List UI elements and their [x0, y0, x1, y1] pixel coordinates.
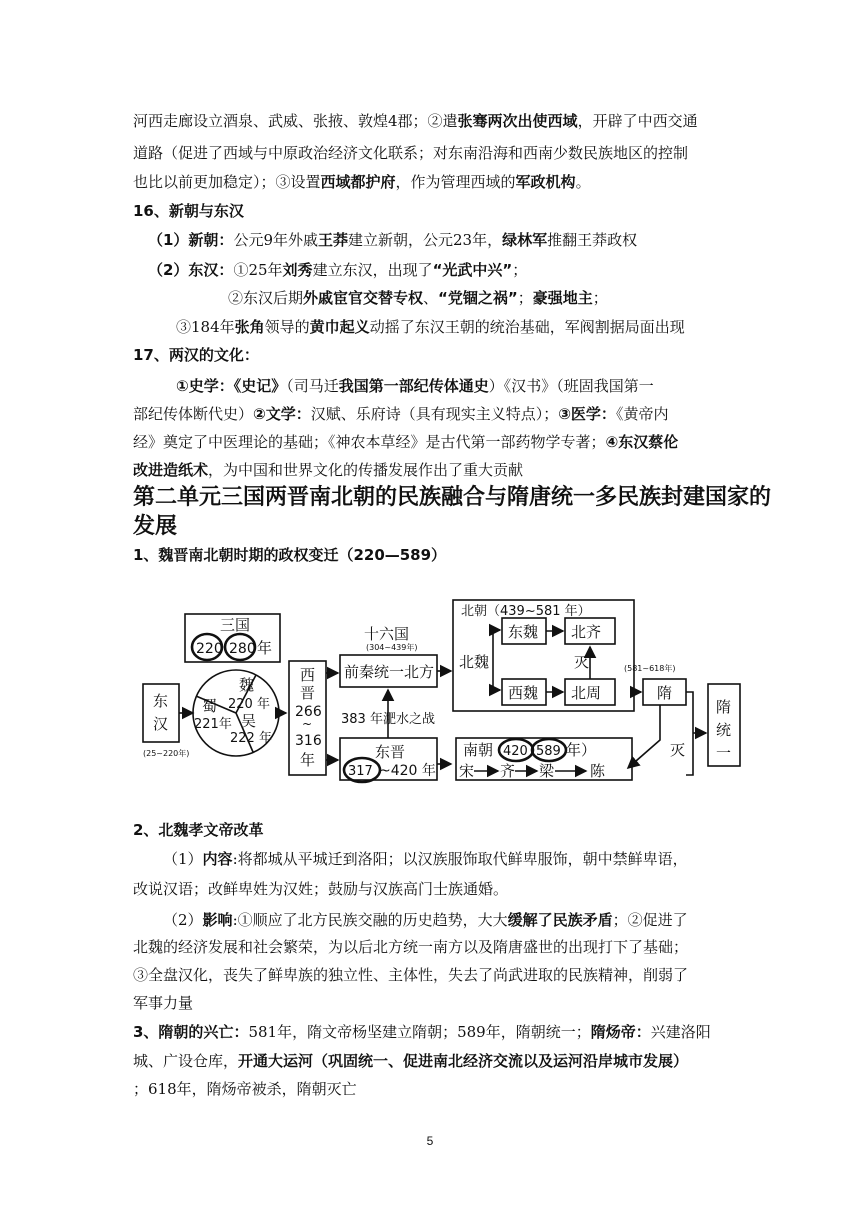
unit-2-title-cont: 发展	[133, 514, 178, 539]
mie-label-2: 灭	[670, 741, 686, 759]
s16-line-2: （2）东汉：①25年刘秀建立东汉，出现了“光武中兴”；	[148, 261, 528, 279]
beiqi-label: 北齐	[571, 623, 602, 641]
sui-years: (581~618年)	[624, 664, 676, 673]
suitongyi-char-3: 一	[716, 744, 732, 762]
mie-label-1: 灭	[574, 653, 590, 671]
sixteen-kingdoms-years: (304~439年)	[366, 643, 418, 652]
beiwei-label: 北魏	[459, 653, 490, 671]
s2-line-5: ③全盘汉化，丧失了鲜卑族的独立性、主体性，失去了尚武进取的民族精神，削弱了	[133, 966, 689, 984]
unit-2-title: 第二单元三国两晋南北朝的民族融合与隋唐统一多民族封建国家的	[133, 485, 772, 510]
s3-line-2: 城、广设仓库，开通大运河（巩固统一、促进南北经济交流以及运河沿岸城市发展）	[133, 1052, 689, 1070]
s15-line-3: 也比以前更加稳定）；③设置西域都护府，作为管理西域的军政机构。	[133, 173, 591, 191]
xijin-char-1: 西	[300, 666, 316, 684]
s2-line-2: 改说汉语；改鲜卑姓为汉姓；鼓励与汉族高门士族通婚。	[133, 880, 509, 898]
sui-label: 隋	[657, 684, 673, 702]
xijin-char-5: 316	[295, 733, 322, 749]
year-589: 589	[536, 744, 561, 759]
s17-line-4: 改进造纸术，为中国和世界文化的传播发展作出了重大贡献	[133, 461, 524, 479]
nanchao-label: 南朝	[463, 741, 494, 759]
shu-label: 蜀	[202, 697, 218, 715]
s17-line-2: 部纪传体断代史）②文学：汉赋、乐府诗（具有现实主义特点）；③医学：《黄帝内	[133, 405, 669, 423]
wu-year: 222 年	[230, 731, 272, 746]
qianqin-label: 前秦统一北方	[344, 663, 435, 681]
s17-line-3: 经》奠定了中医理论的基础；《神农本草经》是古代第一部药物学专著；④东汉蔡伦	[133, 433, 679, 451]
wu-label: 吴	[241, 712, 257, 730]
song-label: 宋	[459, 762, 475, 780]
dongwei-label: 东魏	[508, 623, 539, 641]
s16-line-3: ②东汉后期外戚宦官交替专权、“党锢之祸”；豪强地主；	[228, 289, 608, 307]
s2-line-6: 军事力量	[133, 994, 194, 1012]
wei-label: 魏	[239, 676, 255, 694]
year-420: 420	[503, 744, 528, 759]
s3-line-1: 3、隋朝的兴亡：581年，隋文帝杨坚建立隋朝；589年，隋朝统一；隋炀帝：兴建洛阳	[133, 1023, 711, 1041]
s2-line-1: （1）内容:将都城从平城迁到洛阳；以汉族服饰取代鲜卑服饰，朝中禁鲜卑语，	[163, 850, 688, 868]
xijin-char-4: ~	[302, 717, 313, 731]
xijin-char-6: 年	[300, 751, 316, 769]
page-number: 5	[426, 1134, 434, 1148]
year-220: 220	[196, 641, 223, 657]
chen-label: 陈	[590, 762, 606, 780]
beizhou-label: 北周	[571, 684, 602, 702]
year-280: 280	[229, 641, 256, 657]
dongjin-label: 东晋	[375, 743, 406, 761]
s15-line-1: 河西走廊设立酒泉、武威、张掖、敦煌4郡；②遣张骞两次出使西域，开辟了中西交通	[133, 112, 698, 130]
dongjin-end: ~420 年	[379, 763, 436, 779]
donghan-years: (25~220年)	[143, 749, 190, 758]
sanguo-label: 三国	[220, 616, 251, 634]
suitongyi-char-1: 隋	[716, 698, 732, 716]
s3-line-3: ；618年，隋炀帝被杀，隋朝灭亡	[133, 1080, 357, 1098]
feishui-label: 383 年淝水之战	[341, 712, 435, 727]
year-317: 317	[348, 764, 373, 779]
s15-line-2: 道路（促进了西域与中原政治经济文化联系；对东南沿海和西南少数民族地区的控制	[133, 144, 689, 162]
qi-label: 齐	[500, 762, 516, 780]
sanguo-nian: 年	[257, 639, 273, 657]
s17-line-1: ①史学：《史记》（司马迁我国第一部纪传体通史）《汉书》（班固我国第一	[176, 377, 654, 395]
xijin-char-2: 晋	[300, 684, 316, 702]
nanchao-nian: 年）	[566, 741, 597, 759]
s16-line-1: （1）新朝：公元9年外戚王莽建立新朝，公元23年，绿林军推翻王莽政权	[148, 231, 638, 249]
xiwei-label: 西魏	[508, 684, 539, 702]
liang-label: 梁	[539, 762, 555, 780]
shu-year: 221年	[194, 717, 232, 732]
beichao-label: 北朝（439~581 年）	[461, 604, 591, 619]
s2-line-3: （2）影响:①顺应了北方民族交融的历史趋势，大大缓解了民族矛盾；②促进了	[163, 911, 688, 929]
donghan-char-2: 汉	[153, 715, 169, 733]
wei-year: 220 年	[228, 697, 270, 712]
donghan-char-1: 东	[153, 692, 169, 710]
sixteen-kingdoms-label: 十六国	[364, 625, 410, 643]
section-16-heading: 16、新朝与东汉	[133, 202, 244, 220]
suitongyi-char-2: 统	[716, 721, 732, 739]
section-1-heading: 1、魏晋南北朝时期的政权变迁（220—589）	[133, 546, 447, 564]
xijin-char-3: 266	[295, 704, 322, 720]
section-17-heading: 17、两汉的文化：	[133, 346, 259, 364]
s2-line-4: 北魏的经济发展和社会繁荣，为以后北方统一南方以及隋唐盛世的出现打下了基础；	[133, 938, 689, 956]
section-2-heading: 2、北魏孝文帝改革	[133, 821, 264, 839]
s16-line-4: ③184年张角领导的黄巾起义动摇了东汉王朝的统治基础，军阀割据局面出现	[176, 318, 685, 336]
